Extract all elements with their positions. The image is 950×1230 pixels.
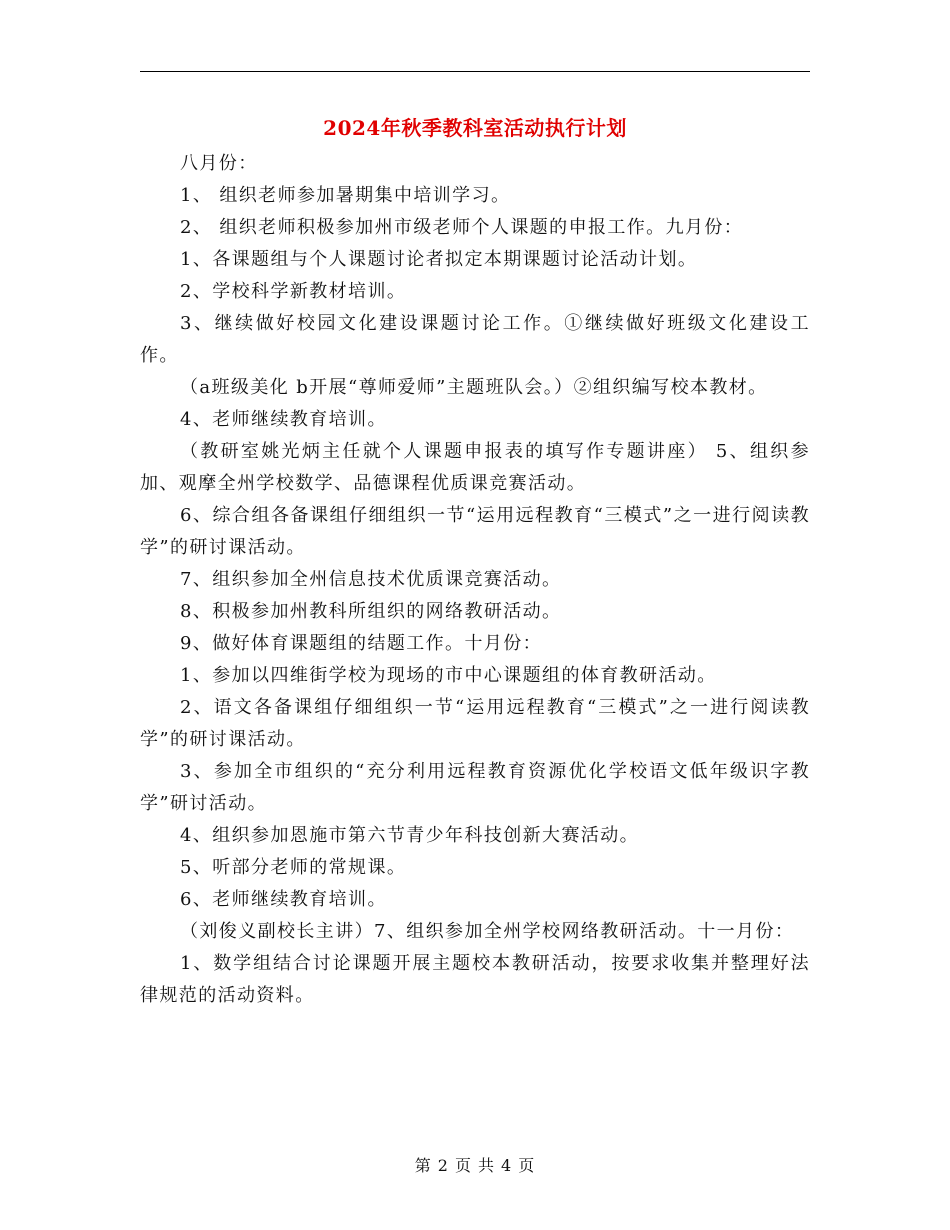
paragraph: （教研室姚光炳主任就个人课题申报表的填写作专题讲座） 5、组织参加、观摩全州学校数学、品德课程优质课竞赛活动。 — [140, 441, 810, 494]
paragraph: 8、积极参加州教科所组织的网络教研活动。 — [180, 601, 562, 622]
footer-label-end: 页 — [518, 1156, 536, 1175]
paragraph: 4、老师继续教育培训。 — [180, 409, 387, 430]
paragraph: 3、继续做好校园文化建设课题讨论工作。①继续做好班级文化建设工作。 — [140, 313, 810, 366]
footer-label-page: 第 — [414, 1156, 432, 1175]
paragraph: 4、组织参加恩施市第六节青少年科技创新大赛活动。 — [180, 825, 640, 846]
paragraph: 1、各课题组与个人课题讨论者拟定本期课题讨论活动计划。 — [180, 249, 698, 270]
document-title: 2024年秋季教科室活动执行计划 — [323, 116, 627, 140]
paragraph: 八月份： — [180, 153, 258, 174]
paragraph: 1、数学组结合讨论课题开展主题校本教研活动，按要求收集并整理好法律规范的活动资料。 — [140, 953, 810, 1006]
paragraph: （刘俊义副校长主讲）7、组织参加全州学校网络教研活动。十一月份： — [180, 921, 795, 942]
paragraph: 2、学校科学新教材培训。 — [180, 281, 407, 302]
paragraph: 9、做好体育课题组的结题工作。十月份： — [180, 633, 543, 654]
page-footer — [0, 1153, 950, 1176]
paragraph: 6、老师继续教育培训。 — [180, 889, 387, 910]
paragraph: 5、听部分老师的常规课。 — [180, 857, 407, 878]
paragraph: （a班级美化 b开展“尊师爱师”主题班队会。）②组织编写校本教材。 — [180, 377, 768, 398]
paragraph: 1、参加以四维街学校为现场的市中心课题组的体育教研活动。 — [180, 665, 717, 686]
paragraph: 3、参加全市组织的“充分利用远程教育资源优化学校语文低年级识字教学”研讨活动。 — [140, 761, 810, 814]
footer-label-of: 页 共 — [454, 1156, 496, 1175]
current-page-number: 2 — [437, 1156, 449, 1175]
paragraph: 2、语文各备课组仔细组织一节“运用远程教育“三模式”之一进行阅读教学”的研讨课活动。 — [140, 697, 810, 750]
document-body — [140, 148, 810, 1012]
paragraph: 6、综合组各备课组仔细组织一节“运用远程教育“三模式”之一进行阅读教学”的研讨课活动。 — [140, 505, 810, 558]
header-rule — [140, 71, 810, 72]
paragraph: 2、 组织老师积极参加州市级老师个人课题的申报工作。九月份： — [180, 217, 744, 238]
paragraph: 1、 组织老师参加暑期集中培训学习。 — [180, 185, 511, 206]
paragraph: 7、组织参加全州信息技术优质课竞赛活动。 — [180, 569, 562, 590]
total-pages-number: 4 — [501, 1156, 513, 1175]
